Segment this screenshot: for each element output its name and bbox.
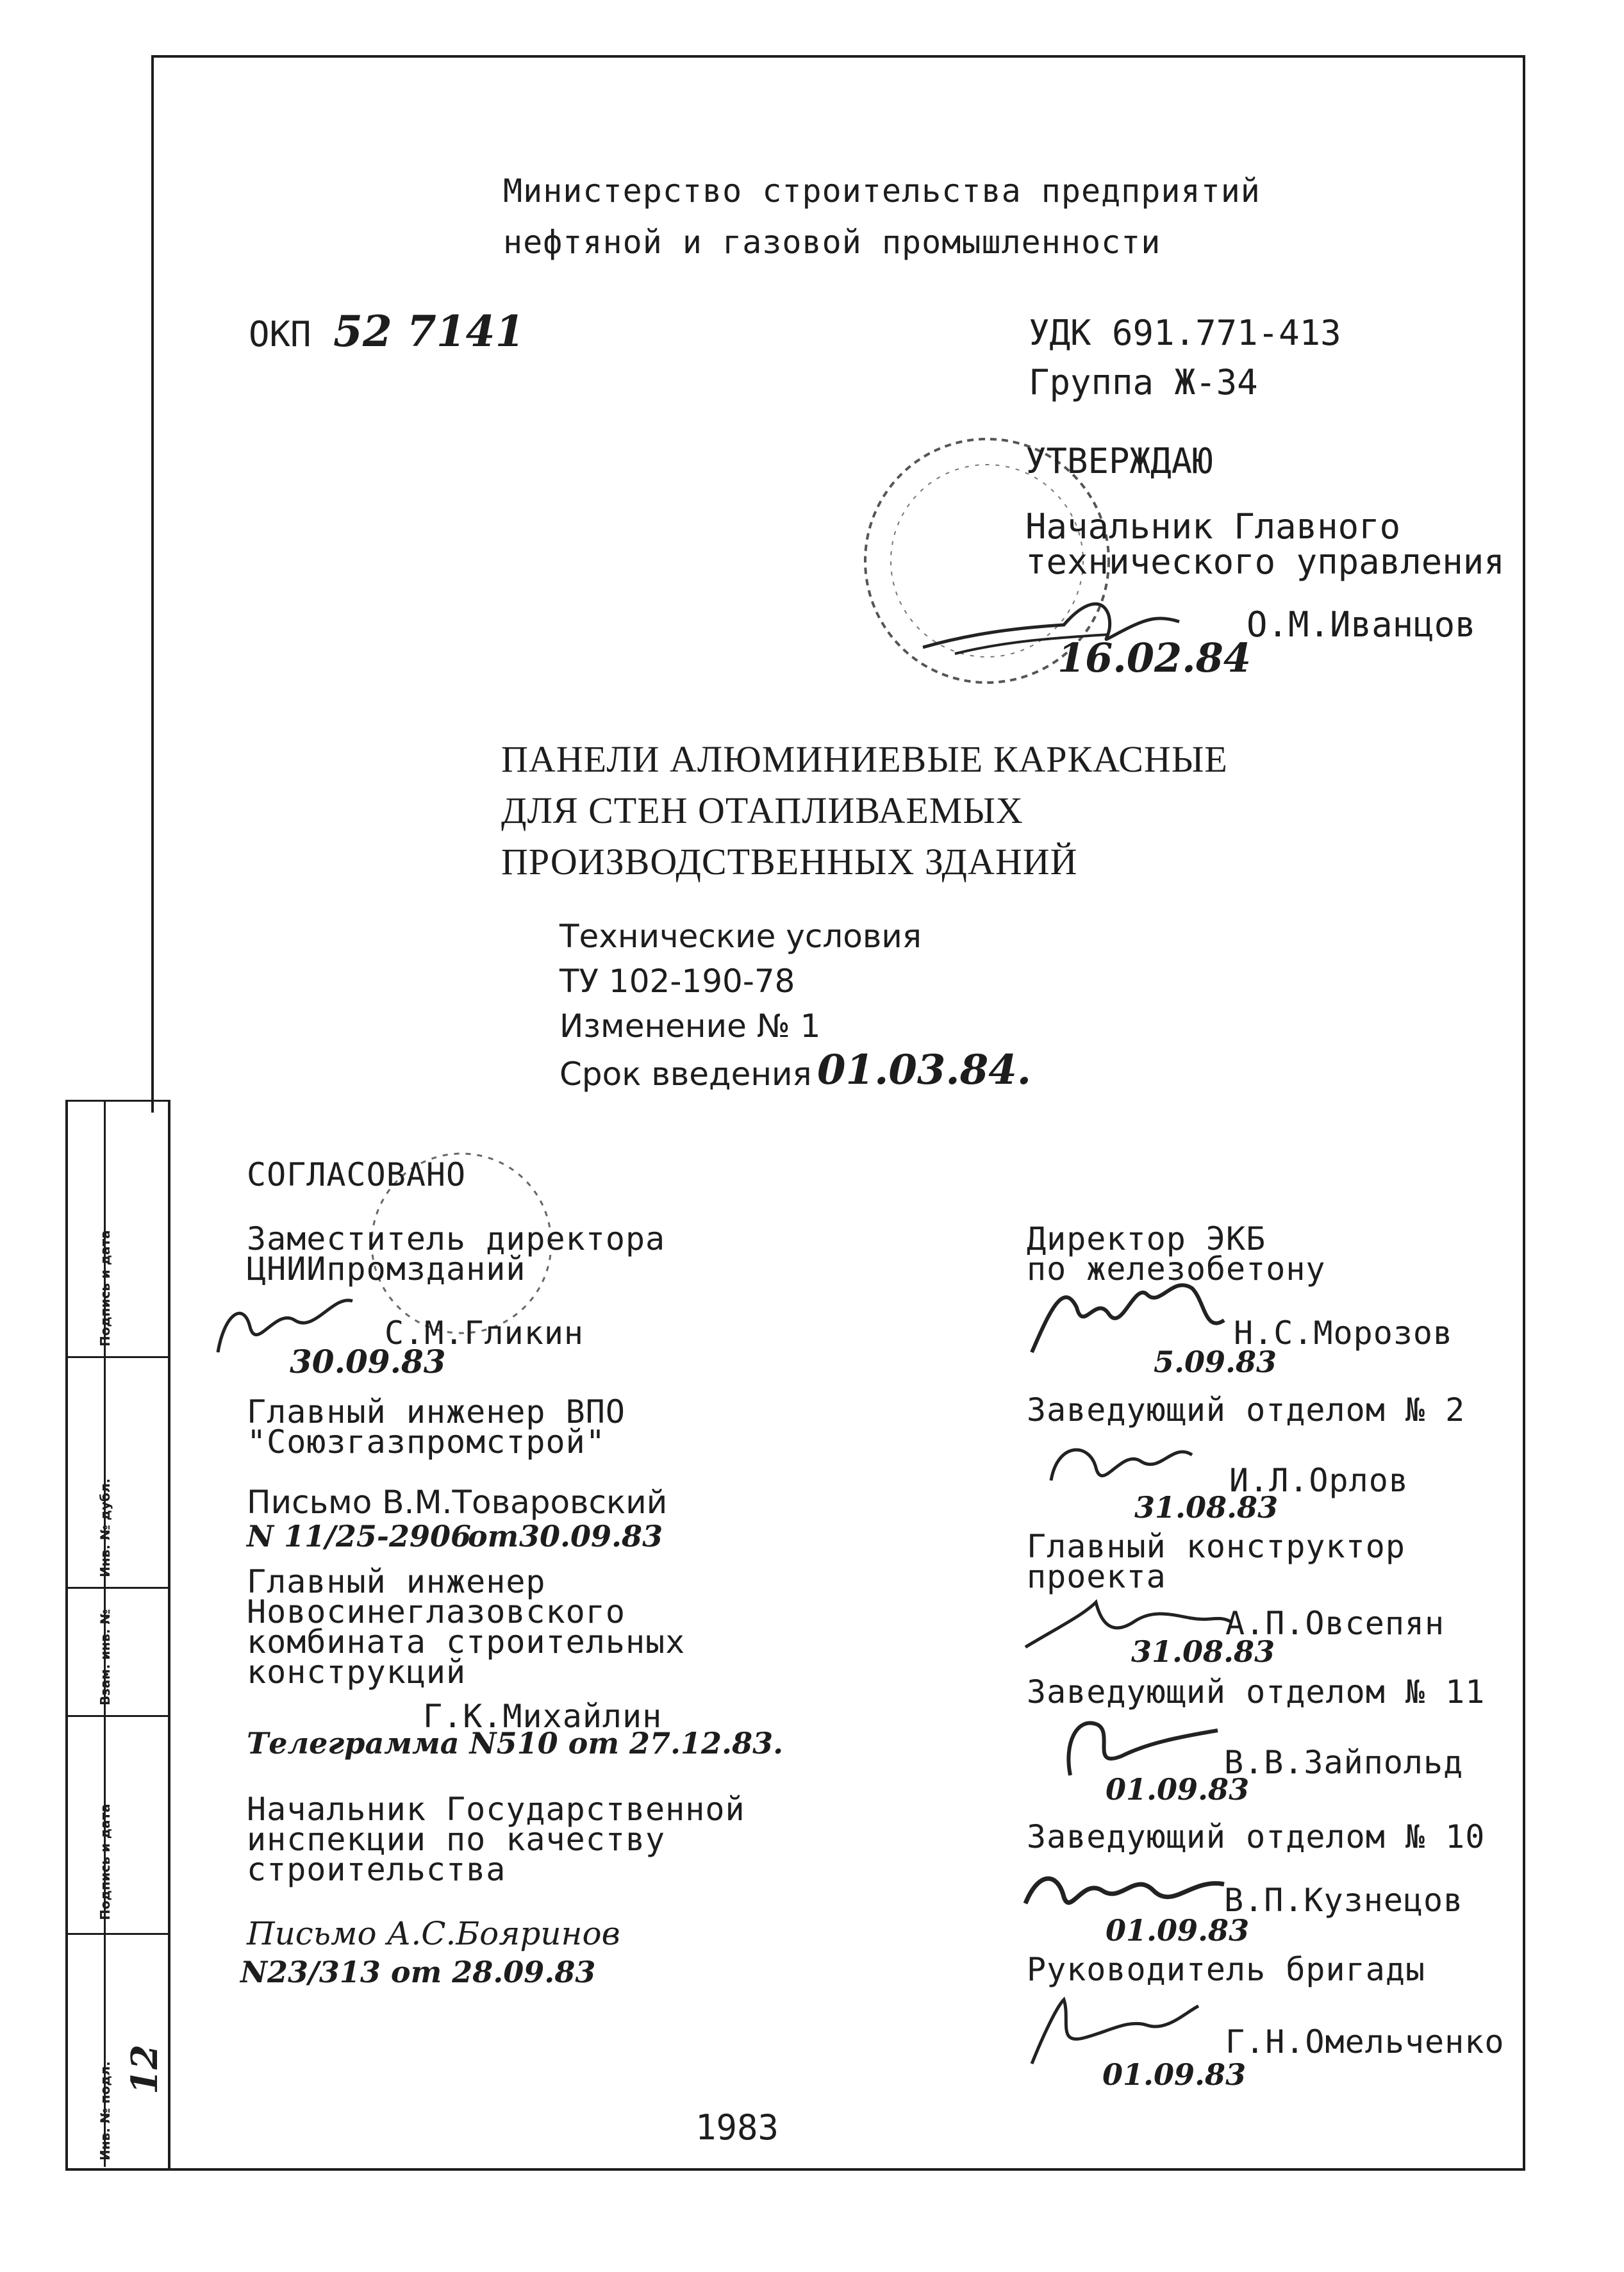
left-b6-line-2: N23/313 от 28.09.83: [240, 1955, 596, 1989]
right-r3-line-2: проекта: [1027, 1558, 1166, 1595]
right-r1-date: 5.09.83: [1154, 1345, 1277, 1379]
tech-conditions-line: Технические условия: [559, 918, 922, 955]
frame-left-lower: [168, 1100, 170, 2170]
right-r3-line-1: Главный конструктор: [1027, 1528, 1405, 1565]
left-b3-line-1: Письмо В.М.Товаровский: [247, 1484, 668, 1521]
right-r1-line-1: Директор ЭКБ: [1027, 1220, 1266, 1257]
approval-position-line-1: Начальник Главного: [1025, 506, 1401, 547]
okp-label: ОКП: [249, 314, 311, 354]
ministry-line-2: нефтяной и газовой промышленности: [503, 224, 1161, 261]
left-b4-line-3: комбината строительных: [247, 1623, 686, 1661]
right-r4-name: В.В.Зайпольд: [1224, 1744, 1464, 1781]
approval-heading: УТВЕРЖДАЮ: [1025, 441, 1213, 481]
right-r4-title: Заведующий отделом № 11: [1027, 1673, 1486, 1711]
right-r1-name: Н.С.Морозов: [1234, 1314, 1454, 1352]
agreed-heading: СОГЛАСОВАНО: [247, 1156, 467, 1193]
right-r1-line-2: по железобетону: [1027, 1250, 1326, 1288]
right-r6-signature: [1019, 1980, 1211, 2070]
left-b6-line-1: Письмо А.С.Бояринов: [247, 1915, 620, 1952]
document-year: 1983: [695, 2107, 779, 2148]
right-r6-title: Руководитель бригады: [1027, 1951, 1426, 1988]
change-number: Изменение № 1: [559, 1007, 821, 1045]
side-label-sign-date-1: Подпись и дата: [97, 1804, 113, 1920]
frame-bottom: [65, 2168, 1525, 2171]
side-label-replace-inv: Взам. инв. №: [97, 1609, 113, 1705]
left-b4-telegram: Телеграмма N510 от 27.12.83.: [247, 1726, 784, 1761]
left-b2-line-2: "Союзгазпромстрой": [247, 1423, 606, 1461]
effective-date-value: 01.03.84.: [817, 1046, 1032, 1094]
tu-number: ТУ 102-190-78: [559, 963, 795, 1000]
left-b4-line-4: конструкций: [247, 1654, 467, 1691]
right-r5-title: Заведующий отделом № 10: [1027, 1818, 1486, 1855]
left-b4-line-1: Главный инженер: [247, 1563, 546, 1600]
right-r6-name: Г.Н.Омельченко: [1225, 2023, 1505, 2061]
left-b3-from: от: [468, 1519, 519, 1554]
left-b5-line-2: инспекции по качеству: [247, 1821, 666, 1858]
left-b2-line-1: Главный инженер ВПО: [247, 1393, 626, 1430]
left-b1-line-2: ЦНИИпромзданий: [247, 1250, 526, 1288]
right-r6-date: 01.09.83: [1102, 2057, 1247, 2092]
group-code: Группа Ж-34: [1029, 362, 1258, 402]
right-r3-name: А.П.Овсепян: [1225, 1605, 1445, 1642]
side-stamp-table: [65, 1100, 168, 2167]
doc-title-line-2: ДЛЯ СТЕН ОТАПЛИВАЕМЫХ: [501, 790, 1023, 831]
side-label-inv-dup: Инв. № дубл.: [97, 1478, 113, 1577]
right-r2-signature: [1038, 1429, 1205, 1500]
right-r2-title: Заведующий отделом № 2: [1027, 1391, 1466, 1429]
right-r5-date: 01.09.83: [1106, 1913, 1250, 1948]
approval-date: 16.02.84: [1057, 634, 1252, 681]
approval-position-line-2: технического управления: [1025, 542, 1505, 582]
left-b1-line-1: Заместитель директора: [247, 1220, 666, 1257]
doc-title-line-1: ПАНЕЛИ АЛЮМИНИЕВЫЕ КАРКАСНЫЕ: [501, 738, 1228, 780]
frame-top: [151, 55, 1524, 58]
ministry-line-1: Министерство строительства предприятий: [503, 172, 1261, 210]
left-b4-name: Г.К.Михайлин: [423, 1698, 663, 1735]
effective-date-label: Срок введения: [559, 1056, 812, 1093]
right-r3-date: 31.08.83: [1131, 1634, 1275, 1669]
left-b1-date: 30.09.83: [290, 1343, 446, 1381]
inv-number-handwritten: 12: [123, 2044, 166, 2094]
left-b3-date: 30.09.83: [519, 1519, 663, 1554]
left-b3-number: N 11/25-2906: [247, 1519, 472, 1554]
side-label-inv-orig: Инв. № подл.: [97, 2061, 113, 2160]
udk-code: УДК 691.771-413: [1029, 313, 1341, 353]
side-label-sign-date-2: Подпись и дата: [97, 1230, 113, 1347]
left-b5-line-3: строительства: [247, 1851, 506, 1888]
left-b4-line-2: Новосинеглазовского: [247, 1593, 626, 1630]
right-r4-date: 01.09.83: [1106, 1772, 1250, 1807]
right-r2-name: И.Л.Орлов: [1229, 1462, 1409, 1499]
okp-code: 52 7141: [333, 306, 525, 356]
frame-right: [1523, 55, 1525, 2170]
approval-name: О.М.Иванцов: [1247, 604, 1476, 645]
right-r2-date: 31.08.83: [1134, 1490, 1279, 1525]
left-b1-name: С.М.Гликин: [385, 1314, 584, 1352]
doc-title-line-3: ПРОИЗВОДСТВЕННЫХ ЗДАНИЙ: [501, 841, 1078, 883]
right-r5-name: В.П.Кузнецов: [1224, 1882, 1464, 1919]
frame-left-upper: [151, 55, 154, 1113]
left-b5-line-1: Начальник Государственной: [247, 1791, 745, 1828]
